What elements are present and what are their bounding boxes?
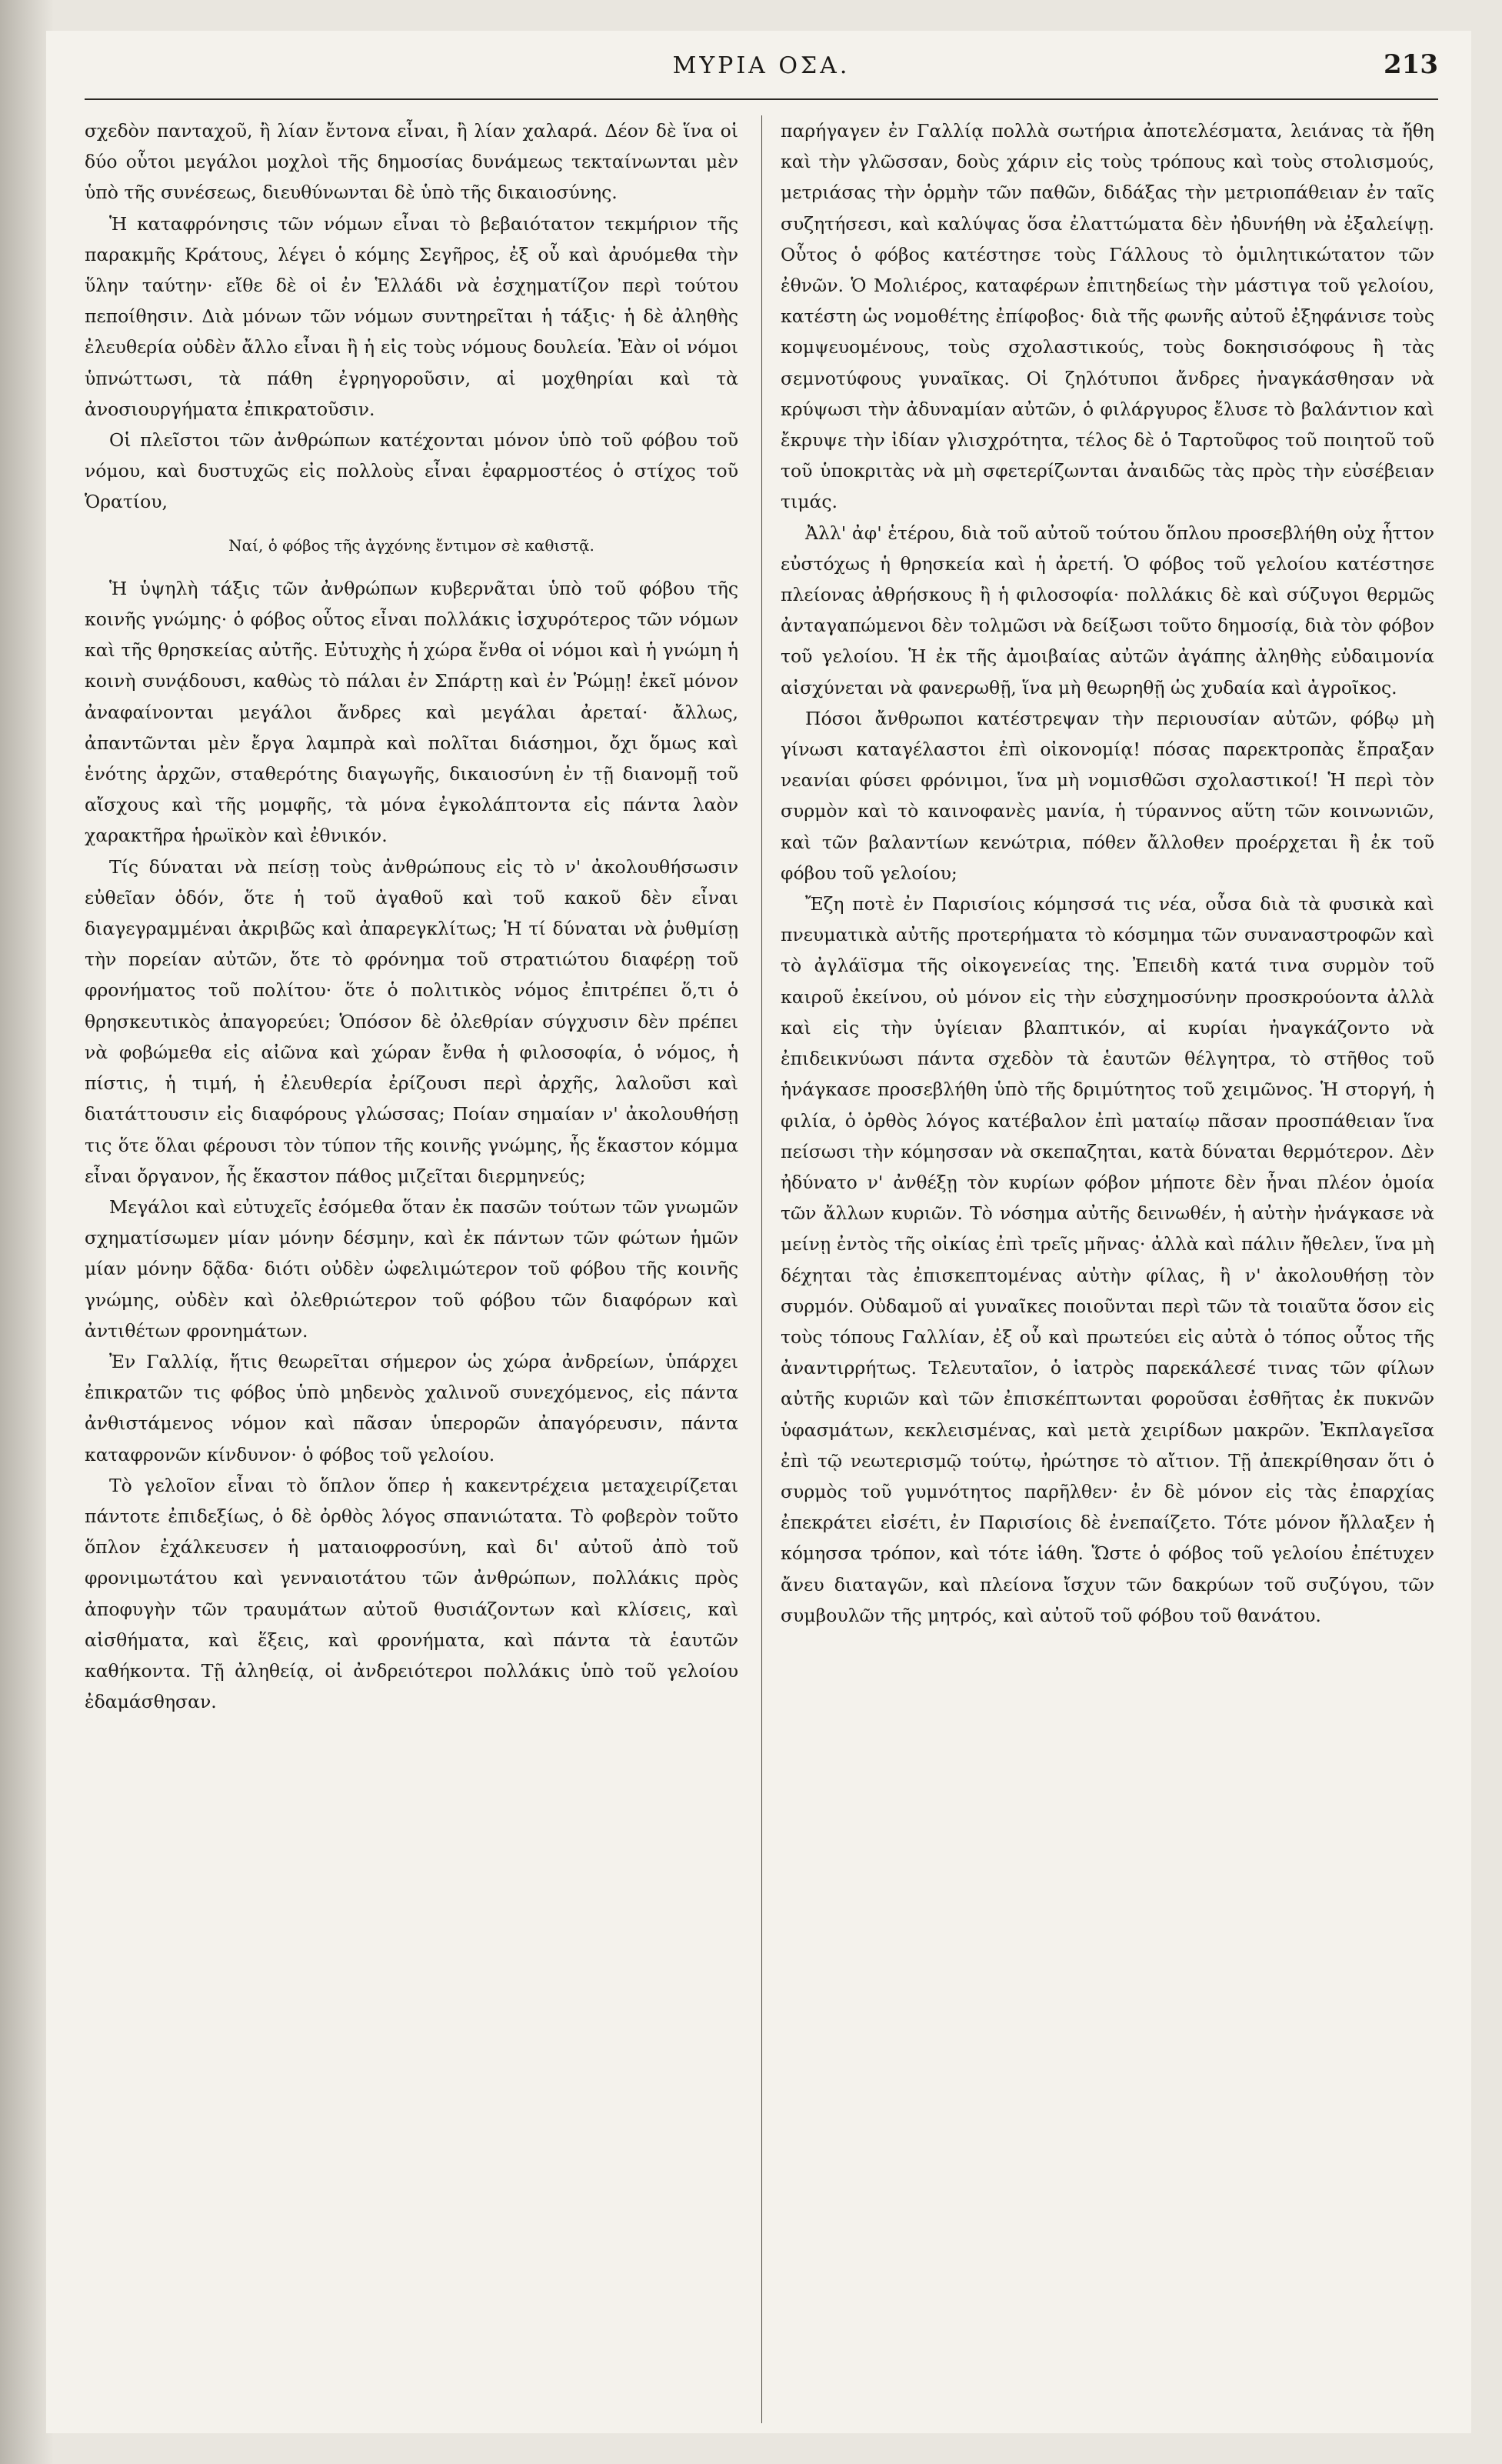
paragraph: Ἔζη ποτὲ ἐν Παρισίοις κόμησσά τις νέα, οὖσα διὰ τὰ φυσικὰ καὶ πνευματικὰ αὐτῆς προτερήματα τὸ κόσμημα τῶν συναναστροφῶν καὶ τὸ ἀγλάϊσμα τῆς οἰκογενείας της. Ἐπειδὴ κατά τινα συρμὸν τοῦ καιροῦ ἐκείνου, οὐ μόνον εἰς τὴν εὐσχημοσύνην προσκρούοντα ἀλλὰ καὶ εἰς τὴν ὑγίειαν βλαπτικόν, αἱ κυρίαι ἠναγκάζοντο νὰ ἐπιδεικνύωσι πάντα σχεδὸν τὰ ἑαυτῶν θέλγητρα, τὸ στῆθος τοῦ ἡνάγκασε προσεβλήθη ὑπὸ τῆς δριμύτητος τοῦ χειμῶνος. Ἡ στοργή, ἡ φιλία, ὁ ὀρθὸς λόγος κατέβαλον ἐπὶ ματαίῳ πᾶσαν προσπάθειαν ἵνα πείσωσι τὴν κόμησσαν νὰ σκεπαζηται, κατὰ δύναται θερμότερον. Δὲν ἠδύνατο ν' ἀνθέξῃ τὸν κυρίων φόβον μήποτε δὲν ἦναι πλέον ὁμοία τῶν ἄλλων κυριῶν. Τὸ νόσημα αὐτῆς δεινωθέν, ἡ αὐτὴν ἠνάγκασε νὰ μείνῃ ἐντὸς τῆς οἰκίας ἐπὶ τρεῖς μῆνας· ἀλλὰ καὶ πάλιν ἤθελεν, ἵνα μὴ δέχηται τὰς ἐπισκεπτομένας αὐτὴν φίλας, ἢ ν' ἀκολουθήσῃ τὸν συρμόν. Οὐδαμοῦ αἱ γυναῖκες ποιοῦνται περὶ τῶν τὰ τοιαῦτα ὅσον εἰς τοὺς τόπους Γαλλίαν, ἐξ οὗ καὶ πρωτεύει εἰς αὐτὰ ὁ τόπος οὗτος τῆς ἀναντιρρήτως. Τελευταῖον, ὁ ἰατρὸς παρεκάλεσέ τινας τῶν φίλων αὐτῆς κυριῶν καὶ τῶν ἐπισκέπτωνται φοροῦσαι ἐσθῆτας ἐκ πυκνῶν ὑφασμάτων, κεκλεισμένας, καὶ μετὰ χειρίδων μακρῶν. Ἐκπλαγεῖσα ἐπὶ τῷ νεωτερισμῷ τούτῳ, ἠρώτησε τὸ αἴτιον. Τῇ ἀπεκρίθησαν ὅτι ὁ συρμὸς τοῦ γυμνότητος παρῆλθεν· ἐν δὲ μόνον εἰς τὰς ἐπαρχίας ἐπεκράτει εἰσέτι, ἐν Παρισίοις δὲ ἐνεπαίζετο. Τότε μόνον ἤλλαξεν ἡ κόμησσα τρόπον, καὶ τότε ἰάθη. Ὥστε ὁ φόβος τοῦ γελοίου ἐπέτυχεν ἄνευ διαταγῶν, καὶ πλείονα ἴσχυν τῶν δακρύων τοῦ συζύγου, τῶν συμβουλῶν τῆς μητρός, καὶ αὐτοῦ τοῦ φόβου τοῦ θανάτου. — [781, 893, 1434, 1626]
paragraph: Τίς δύναται νὰ πείσῃ τοὺς ἀνθρώπους εἰς τὸ ν' ἀκολουθήσωσιν εὐθεῖαν ὁδόν, ὅτε ἡ τοῦ ἀγαθοῦ καὶ τοῦ κακοῦ δὲν εἶναι διαγεγραμμέναι ἀκριβῶς καὶ ἀπαρεγκλίτως; Ἡ τί δύναται νὰ ῥυθμίσῃ τὴν πορείαν αὐτῶν, ὅτε τὸ φρόνημα τοῦ στρατιώτου διαφέρῃ τοῦ φρονήματος τοῦ πολίτου· ὅτε ὁ πολιτικὸς νόμος ἐπιτρέπει ὅ,τι ὁ θρησκευτικὸς ἀπαγορεύει; Ὁπόσον δὲ ὀλεθρίαν σύγχυσιν δὲν πρέπει νὰ φοβώμεθα εἰς αἰῶνα καὶ χώραν ἔνθα ἡ φιλοσοφία, ὁ νόμος, ἡ πίστις, ἡ τιμή, ἡ ἐλευθερία ἐρίζουσι περὶ ἀρχῆς, λαλοῦσι καὶ διατάττουσιν εἰς διαφόρους γλώσσας; Ποίαν σημαίαν ν' ἀκολουθήσῃ τις ὅτε ὅλαι φέρουσι τὸν τύπον τῆς κοινῆς γνώμης, ἧς ἕκαστον κόμμα εἶναι ὄργανον, ἧς ἕκαστον πάθος μιζεῖται διερμηνεύς; — [85, 855, 738, 1187]
paragraph: Οἱ πλεῖστοι τῶν ἀνθρώπων κατέχονται μόνον ὑπὸ τοῦ φόβου τοῦ νόμου, καὶ δυστυχῶς εἰς πολλοὺς εἶναι ἐφαρμοστέος ὁ στίχος τοῦ Ὁρατίου, — [85, 429, 738, 513]
paragraph: Ἀλλ' ἀφ' ἑτέρου, διὰ τοῦ αὐτοῦ τούτου ὅπλου προσεβλήθη οὐχ ἧττον εὐστόχως ἡ θρησκεία καὶ ἡ ἀρετή. Ὁ φόβος τοῦ γελοίου κατέστησε πλείονας ἀθρήσκους ἢ ἡ φιλοσοφία· πολλάκις δὲ καὶ σύζυγοι θερμῶς ἀνταγαπώμενοι δὲν τολμῶσι νὰ δείξωσι τοῦτο δημοσίᾳ, διὰ τὸν φόβον τοῦ γελοίου. Ἡ ἐκ τῆς ἀμοιβαίας αὐτῶν ἀγάπης ἀληθὴς εὐδαιμονία αἰσχύνεται νὰ φανερωθῇ, ἵνα μὴ θεωρηθῇ ὡς χυδαία καὶ ἀγροῖκος. — [781, 522, 1434, 699]
paragraph: Πόσοι ἄνθρωποι κατέστρεψαν τὴν περιουσίαν αὐτῶν, φόβῳ μὴ γίνωσι καταγέλαστοι ἐπὶ οἰκονομίᾳ! πόσας παρεκτροπὰς ἔπραξαν νεανίαι φύσει φρόνιμοι, ἵνα μὴ νομισθῶσι σχολαστικοί! Ἡ περὶ τὸν συρμὸν καὶ τὸ καινοφανὲς μανία, ἡ τύραννος αὕτη τῶν κοινωνιῶν, καὶ τῶν βαλαντίων κενώτρια, πόθεν ἄλλοθεν προέρχεται ἢ ἐκ τοῦ φόβου τοῦ γελοίου; — [781, 707, 1434, 884]
paragraph: Τὸ γελοῖον εἶναι τὸ ὅπλον ὅπερ ἡ κακεντρέχεια μεταχειρίζεται πάντοτε ἐπιδεξίως, ὁ δὲ ὀρθὸς λόγος σπανιώτατα. Τὸ φοβερὸν τοῦτο ὅπλον ἐχάλκευσεν ἡ ματαιοφροσύνη, καὶ δι' αὐτοῦ ἀπὸ τοῦ φρονιμωτάτου καὶ γενναιοτάτου τῶν ἀνθρώπων, πολλάκις πρὸς ἀποφυγὴν τῶν τραυμάτων αὐτοῦ θυσιάζοντων καὶ κλίσεις, καὶ αἰσθήματα, καὶ ἕξεις, καὶ φρονήματα, καὶ πάντα τὰ ἑαυτῶν καθήκοντα. Τῇ ἀληθείᾳ, οἱ ἀνδρειότεροι πολλάκις ὑπὸ τοῦ γελοίου ἐδαμάσθησαν. — [85, 1474, 738, 1713]
page-number: 213 — [1384, 49, 1438, 80]
running-title: ΜΥΡΙΑ ΟΣΑ. — [672, 52, 851, 79]
paragraph: Ἡ ὑψηλὴ τάξις τῶν ἀνθρώπων κυβερνᾶται ὑπὸ τοῦ φόβου τῆς κοινῆς γνώμης· ὁ φόβος οὗτος εἶναι πολλάκις ἰσχυρότερος τῶν νόμων καὶ τῆς θρησκείας αὐτῆς. Εὐτυχὴς ἡ χώρα ἔνθα οἱ νόμοι καὶ ἡ γνώμη ἡ κοινὴ συνᾴδουσι, καθὼς τὸ πάλαι ἐν Σπάρτῃ καὶ ἐν Ῥώμῃ! ἐκεῖ μόνον ἀναφαίνονται μεγάλοι ἄνδρες καὶ μεγάλαι ἀρεταί· ἄλλως, ἀπαντῶνται μὲν ἔργα λαμπρὰ καὶ πολῖται διάσημοι, ὄχι ὅμως καὶ ἑνότης ἀρχῶν, σταθερότης διαγωγῆς, δικαιοσύνη ἐν τῇ διανομῇ τοῦ αἴσχους καὶ τῆς μομφῆς, τὰ μόνα ἐγκολάπτοντα εἰς πάντα λαὸν χαρακτῆρα ἡρωϊκὸν καὶ ἐθνικόν. — [85, 577, 738, 847]
header-rule — [85, 98, 1438, 100]
verse-quote: Ναί, ὁ φόβος τῆς ἀγχόνης ἔντιμον σὲ καθιστᾷ. — [228, 535, 594, 555]
paragraph: Ἡ καταφρόνησις τῶν νόμων εἶναι τὸ βεβαιότατον τεκμήριον τῆς παρακμῆς Κράτους, λέγει ὁ κόμης Σεγῆρος, ἐξ οὗ καὶ ἀρυόμεθα τὴν ὕλην ταύτην· εἴθε δὲ οἱ ἐν Ἑλλάδι νὰ ἐσχηματίζον περὶ τούτου πεποίθησιν. Διὰ μόνων τῶν νόμων συντηρεῖται ἡ τάξις· ἡ δὲ ἀληθὴς ἐλευθερία οὐδὲν ἄλλο εἶναι ἢ ἡ εἰς τοὺς νόμους δουλεία. Ἐὰν οἱ νόμοι ὑπνώττωσι, τὰ πάθη ἐγρηγοροῦσιν, αἱ μοχθηρίαι καὶ τὰ ἀνοσιουργήματα ἐπικρατοῦσιν. — [85, 212, 738, 420]
paragraph: Ἐν Γαλλίᾳ, ἥτις θεωρεῖται σήμερον ὡς χώρα ἀνδρείων, ὑπάρχει ἐπικρατῶν τις φόβος ὑπὸ μηδενὸς χαλινοῦ συνεχόμενος, εἰς πάντα ἀνθιστάμενος νόμον καὶ πᾶσαν ὑπερορῶν ἀπαγόρευσιν, πάντα καταφρονῶν κίνδυνον· ὁ φόβος τοῦ γελοίου. — [85, 1350, 738, 1465]
page-header — [85, 46, 1438, 92]
paragraph: σχεδὸν πανταχοῦ, ἢ λίαν ἔντονα εἶναι, ἢ λίαν χαλαρά. Δέον δὲ ἵνα οἱ δύο οὗτοι μεγάλοι μοχλοὶ τῆς δημοσίας δυνάμεως τεκταίνωνται μὲν ὑπὸ τῆς συνέσεως, διευθύνωνται δὲ ὑπὸ τῆς δικαιοσύνης. — [85, 120, 738, 204]
paragraph: παρήγαγεν ἐν Γαλλίᾳ πολλὰ σωτήρια ἀποτελέσματα, λειάνας τὰ ἤθη καὶ τὴν γλῶσσαν, δοὺς χάριν εἰς τοὺς τρόπους καὶ τοὺς στολισμούς, μετριάσας τὴν ὁρμὴν τῶν παθῶν, διδάξας τὴν μετριοπάθειαν ἐν ταῖς συζητήσεσι, καὶ καλύψας ὅσα ἐλαττώματα δὲν ἠδυνήθη νὰ ἐξαλείψῃ. Οὗτος ὁ φόβος κατέστησε τοὺς Γάλλους τὸ ὁμιλητικώτατον τῶν ἐθνῶν. Ὁ Μολιέρος, καταφέρων ἐπιτηδείως τὴν μάστιγα τοῦ γελοίου, κατέστη ὡς νομοθέτης ἐπίφοβος· διὰ τῆς φωνῆς αὐτοῦ ἐξηφάνισε τοὺς κομψευομένους, τοὺς σχολαστικούς, τοὺς δοκησισόφους ἢ τὰς σεμνοτύφους γυναῖκας. Οἱ ζηλότυποι ἄνδρες ἠναγκάσθησαν νὰ κρύψωσι τὴν ἀδυναμίαν αὐτῶν, ὁ φιλάργυρος ἔλυσε τὸ βαλάντιον καὶ ἔκρυψε τὴν ἰδίαν γλισχρότητα, τέλος δὲ ὁ Ταρτοῦφος τοῦ ποιητοῦ τοῦ τοῦ ὑποκριτὰς νὰ μὴ σφετερίζωνται ἀναιδῶς τὰς πρὸς τὴν εὐσέβειαν τιμάς. — [781, 120, 1434, 513]
paragraph: Μεγάλοι καὶ εὐτυχεῖς ἐσόμεθα ὅταν ἐκ πασῶν τούτων τῶν γνωμῶν σχηματίσωμεν μίαν μόνην δέσμην, καὶ ἐκ πάντων τῶν φώτων ἡμῶν μίαν μόνην δᾷδα· διότι οὐδὲν ὠφελιμώτερον τοῦ φόβου τῆς κοινῆς γνώμης, οὐδὲν καὶ ὀλεθριώτερον τοῦ φόβου τῶν διαφόρων καὶ ἀντιθέτων φρονημάτων. — [85, 1195, 738, 1342]
left-column — [85, 115, 738, 2431]
column-divider — [761, 115, 762, 2423]
right-column — [781, 115, 1434, 2431]
